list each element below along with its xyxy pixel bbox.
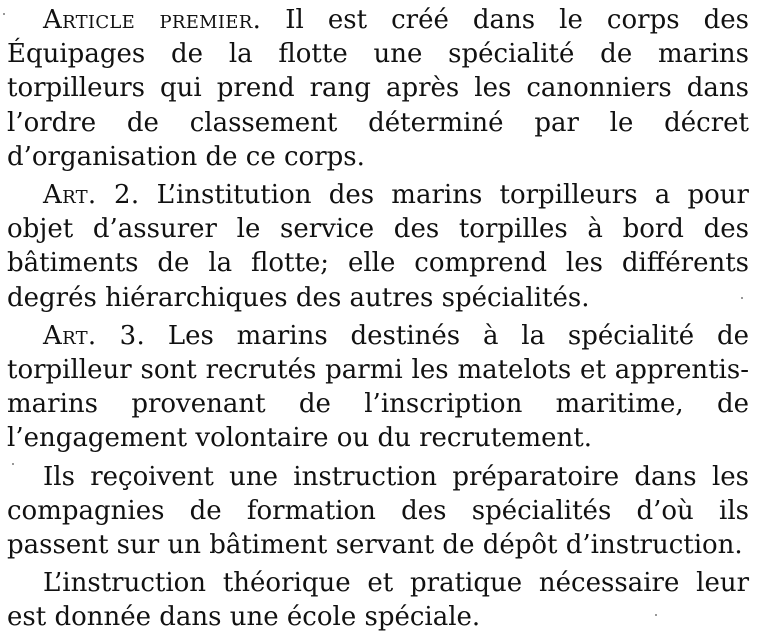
school-paragraph: L’instruction théorique et pratique nécessaire leur est donnée dans une école spéciale.	[7, 568, 749, 633]
article-3-paragraph	[7, 319, 749, 456]
article-1-text: Il est créé dans le corps des Équipages de la flotte une spécialité de marins torpilleurs qui prend rang après les canonniers dans l’ordre de classement déterminé par le décret d’organisation de ce corps.	[7, 5, 749, 172]
article-2-text: L’institution des marins torpilleurs a pour objet d’assurer le service des torpilles à bord des bâtiments de la flotte; elle comprend les différents degrés hiérarchiques des autres spécialités.	[7, 180, 749, 313]
article-3-text: Les marins destinés à la spécialité de torpilleur sont recrutés parmi les matelots et apprentis-marins provenant de l’inscription maritime, de l’engagement volontaire ou du recrutement.	[7, 320, 749, 454]
document-page	[7, 3, 749, 635]
article-3-heading: Art. 3.	[43, 320, 146, 351]
article-1-paragraph	[7, 3, 749, 174]
scan-speck	[12, 463, 14, 465]
article-1-heading: Article premier.	[43, 5, 262, 35]
scan-speck	[3, 13, 5, 15]
scan-speck	[655, 614, 657, 616]
scan-speck	[741, 297, 743, 299]
article-2-paragraph	[7, 178, 749, 315]
article-2-heading: Art. 2.	[43, 180, 140, 211]
instruction-paragraph: Ils reçoivent une instruction préparatoire dans les compagnies de formation des spécialités d’où ils passent sur un bâtiment servant de dépôt d’instruction.	[7, 461, 749, 561]
